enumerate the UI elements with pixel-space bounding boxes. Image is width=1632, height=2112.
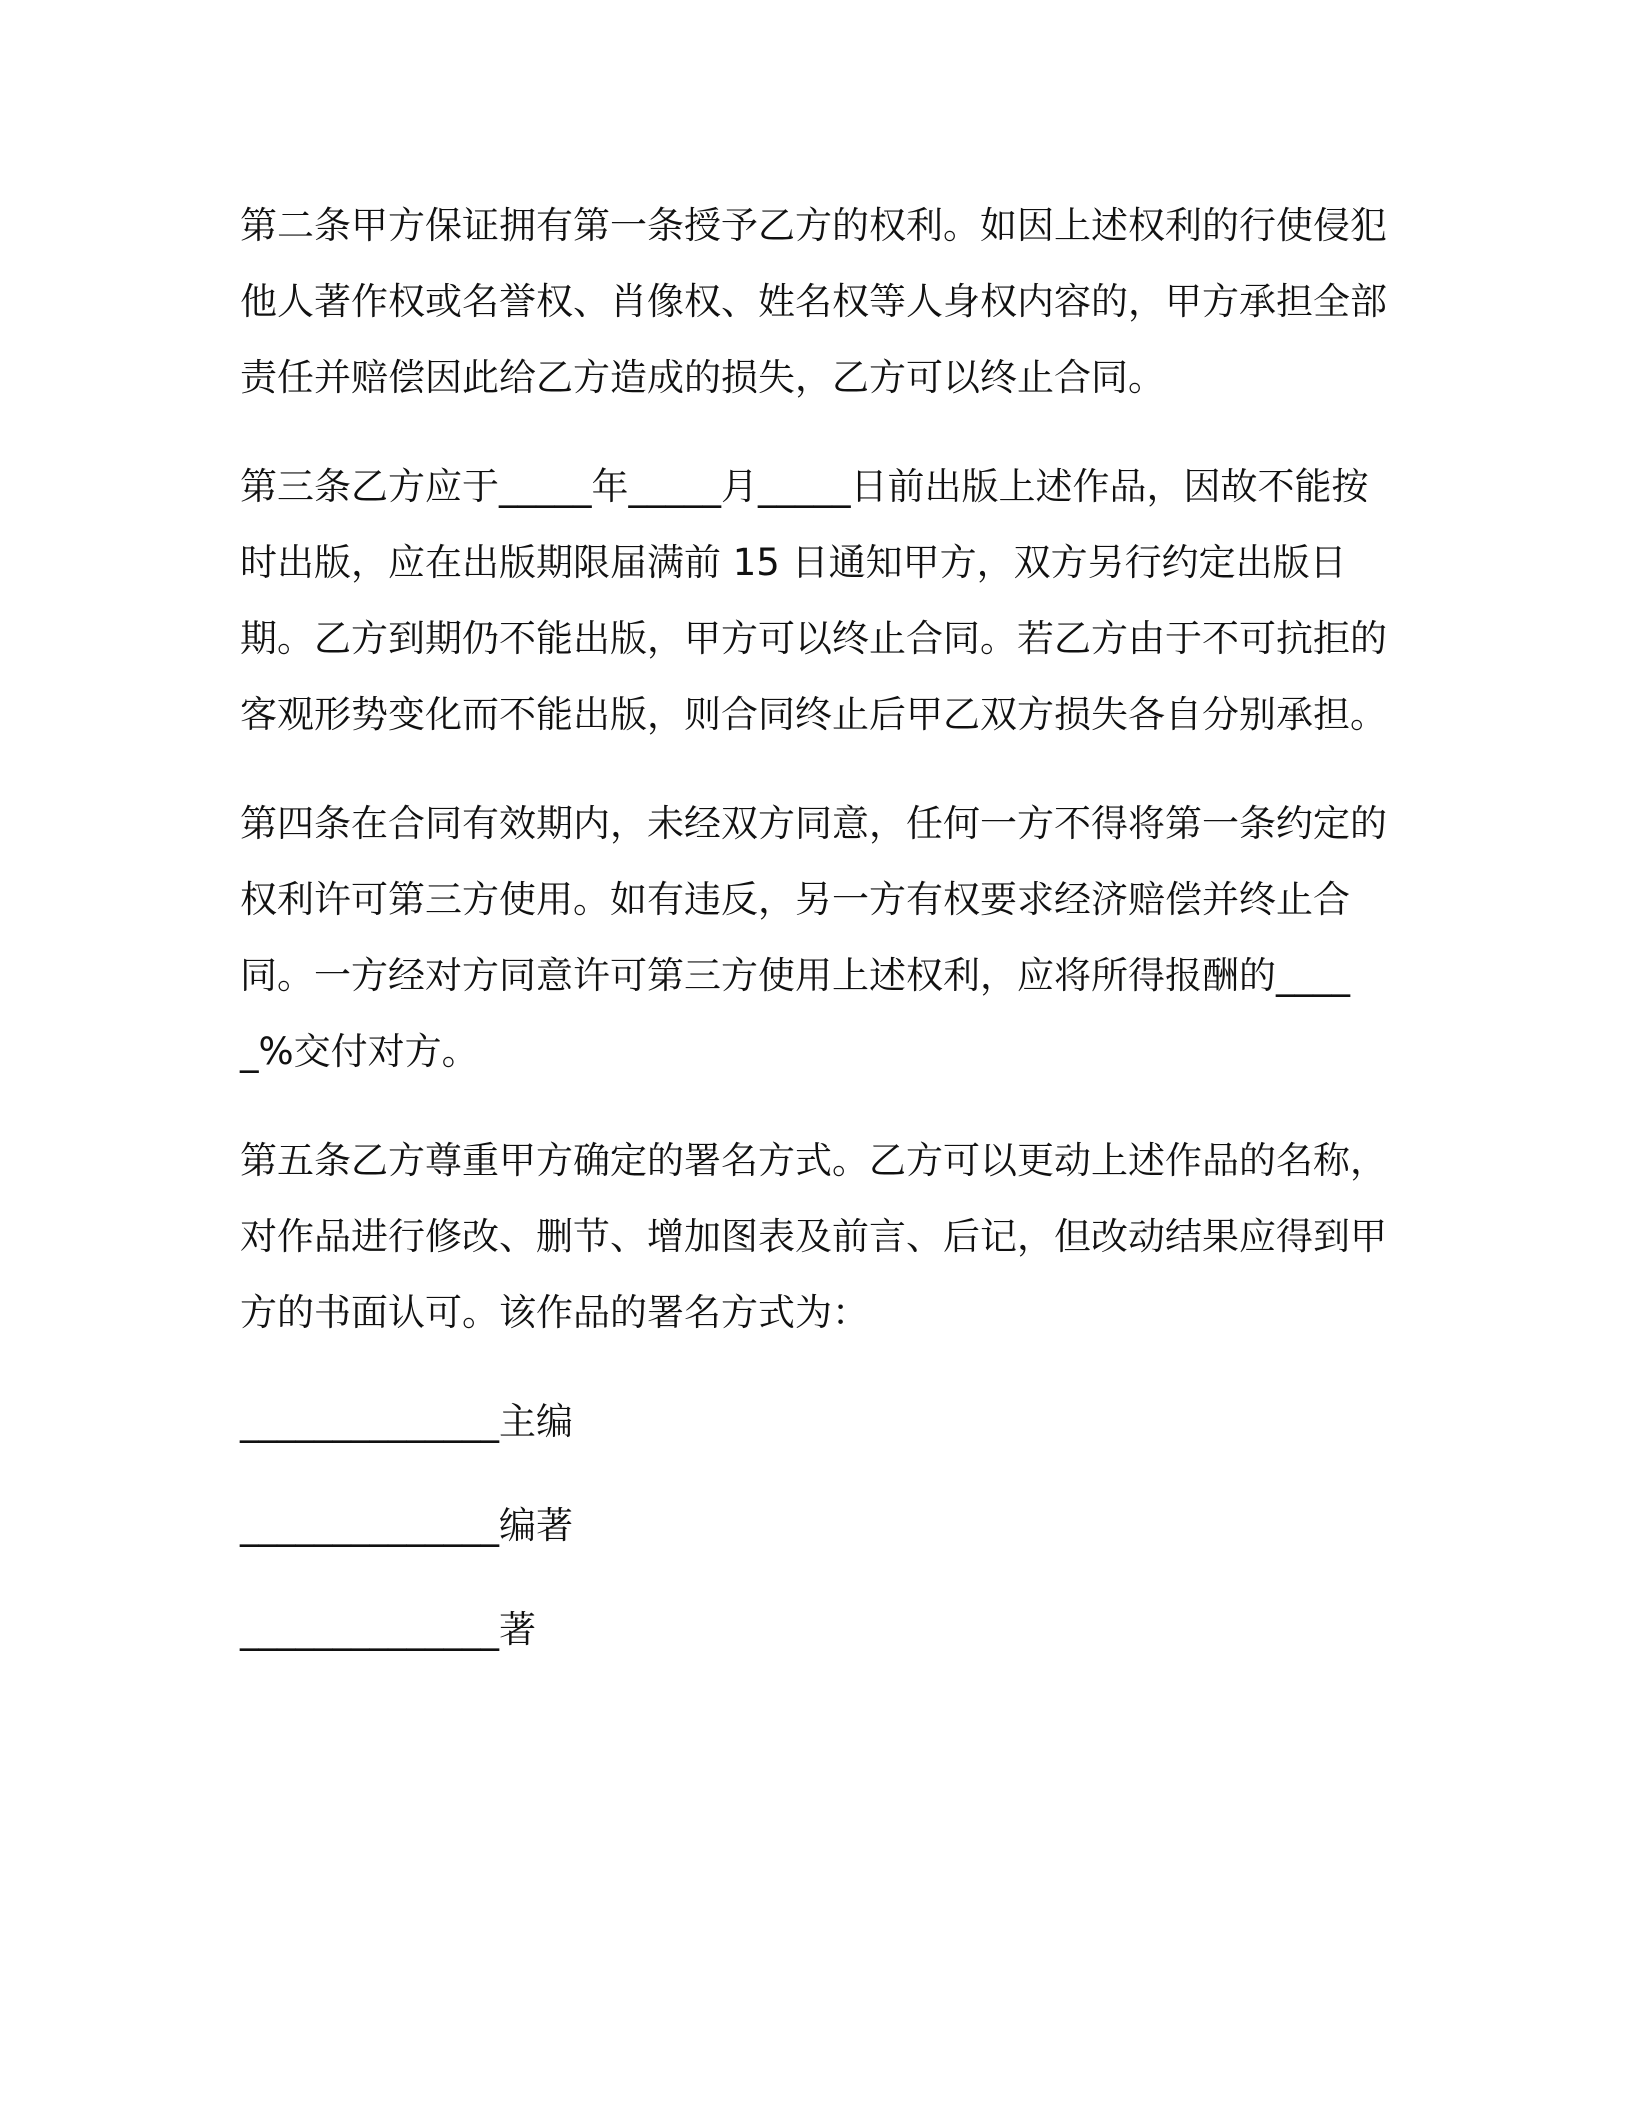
signature-line-chief-editor: ______________主编 (240, 1400, 573, 1443)
article-5-paragraph: 第五条乙方尊重甲方确定的署名方式。乙方可以更动上述作品的名称，对作品进行修改、删节、增加图表及前言、后记，但改动结果应得到甲方的书面认可。该作品的署名方式为： (240, 1139, 1387, 1334)
signature-line-author: ______________著 (240, 1608, 536, 1651)
signature-line-compiler: ______________编著 (240, 1504, 573, 1547)
document-body (240, 188, 1390, 1696)
article-2-paragraph: 第二条甲方保证拥有第一条授予乙方的权利。如因上述权利的行使侵犯他人著作权或名誉权、肖像权、姓名权等人身权内容的，甲方承担全部责任并赔偿因此给乙方造成的损失，乙方可以终止合同。 (240, 204, 1387, 399)
article-3-paragraph: 第三条乙方应于_____年_____月_____日前出版上述作品，因故不能按时出版，应在出版期限届满前 15 日通知甲方，双方另行约定出版日期。乙方到期仍不能出版，甲方可以终止合同。若乙方由于不可抗拒的客观形势变化而不能出版，则合同终止后甲乙双方损失各自分别承担。 (240, 465, 1387, 736)
article-4-paragraph: 第四条在合同有效期内，未经双方同意，任何一方不得将第一条约定的权利许可第三方使用。如有违反，另一方有权要求经济赔偿并终止合同。一方经对方同意许可第三方使用上述权利，应将所得报酬的_____%交付对方。 (240, 802, 1387, 1073)
